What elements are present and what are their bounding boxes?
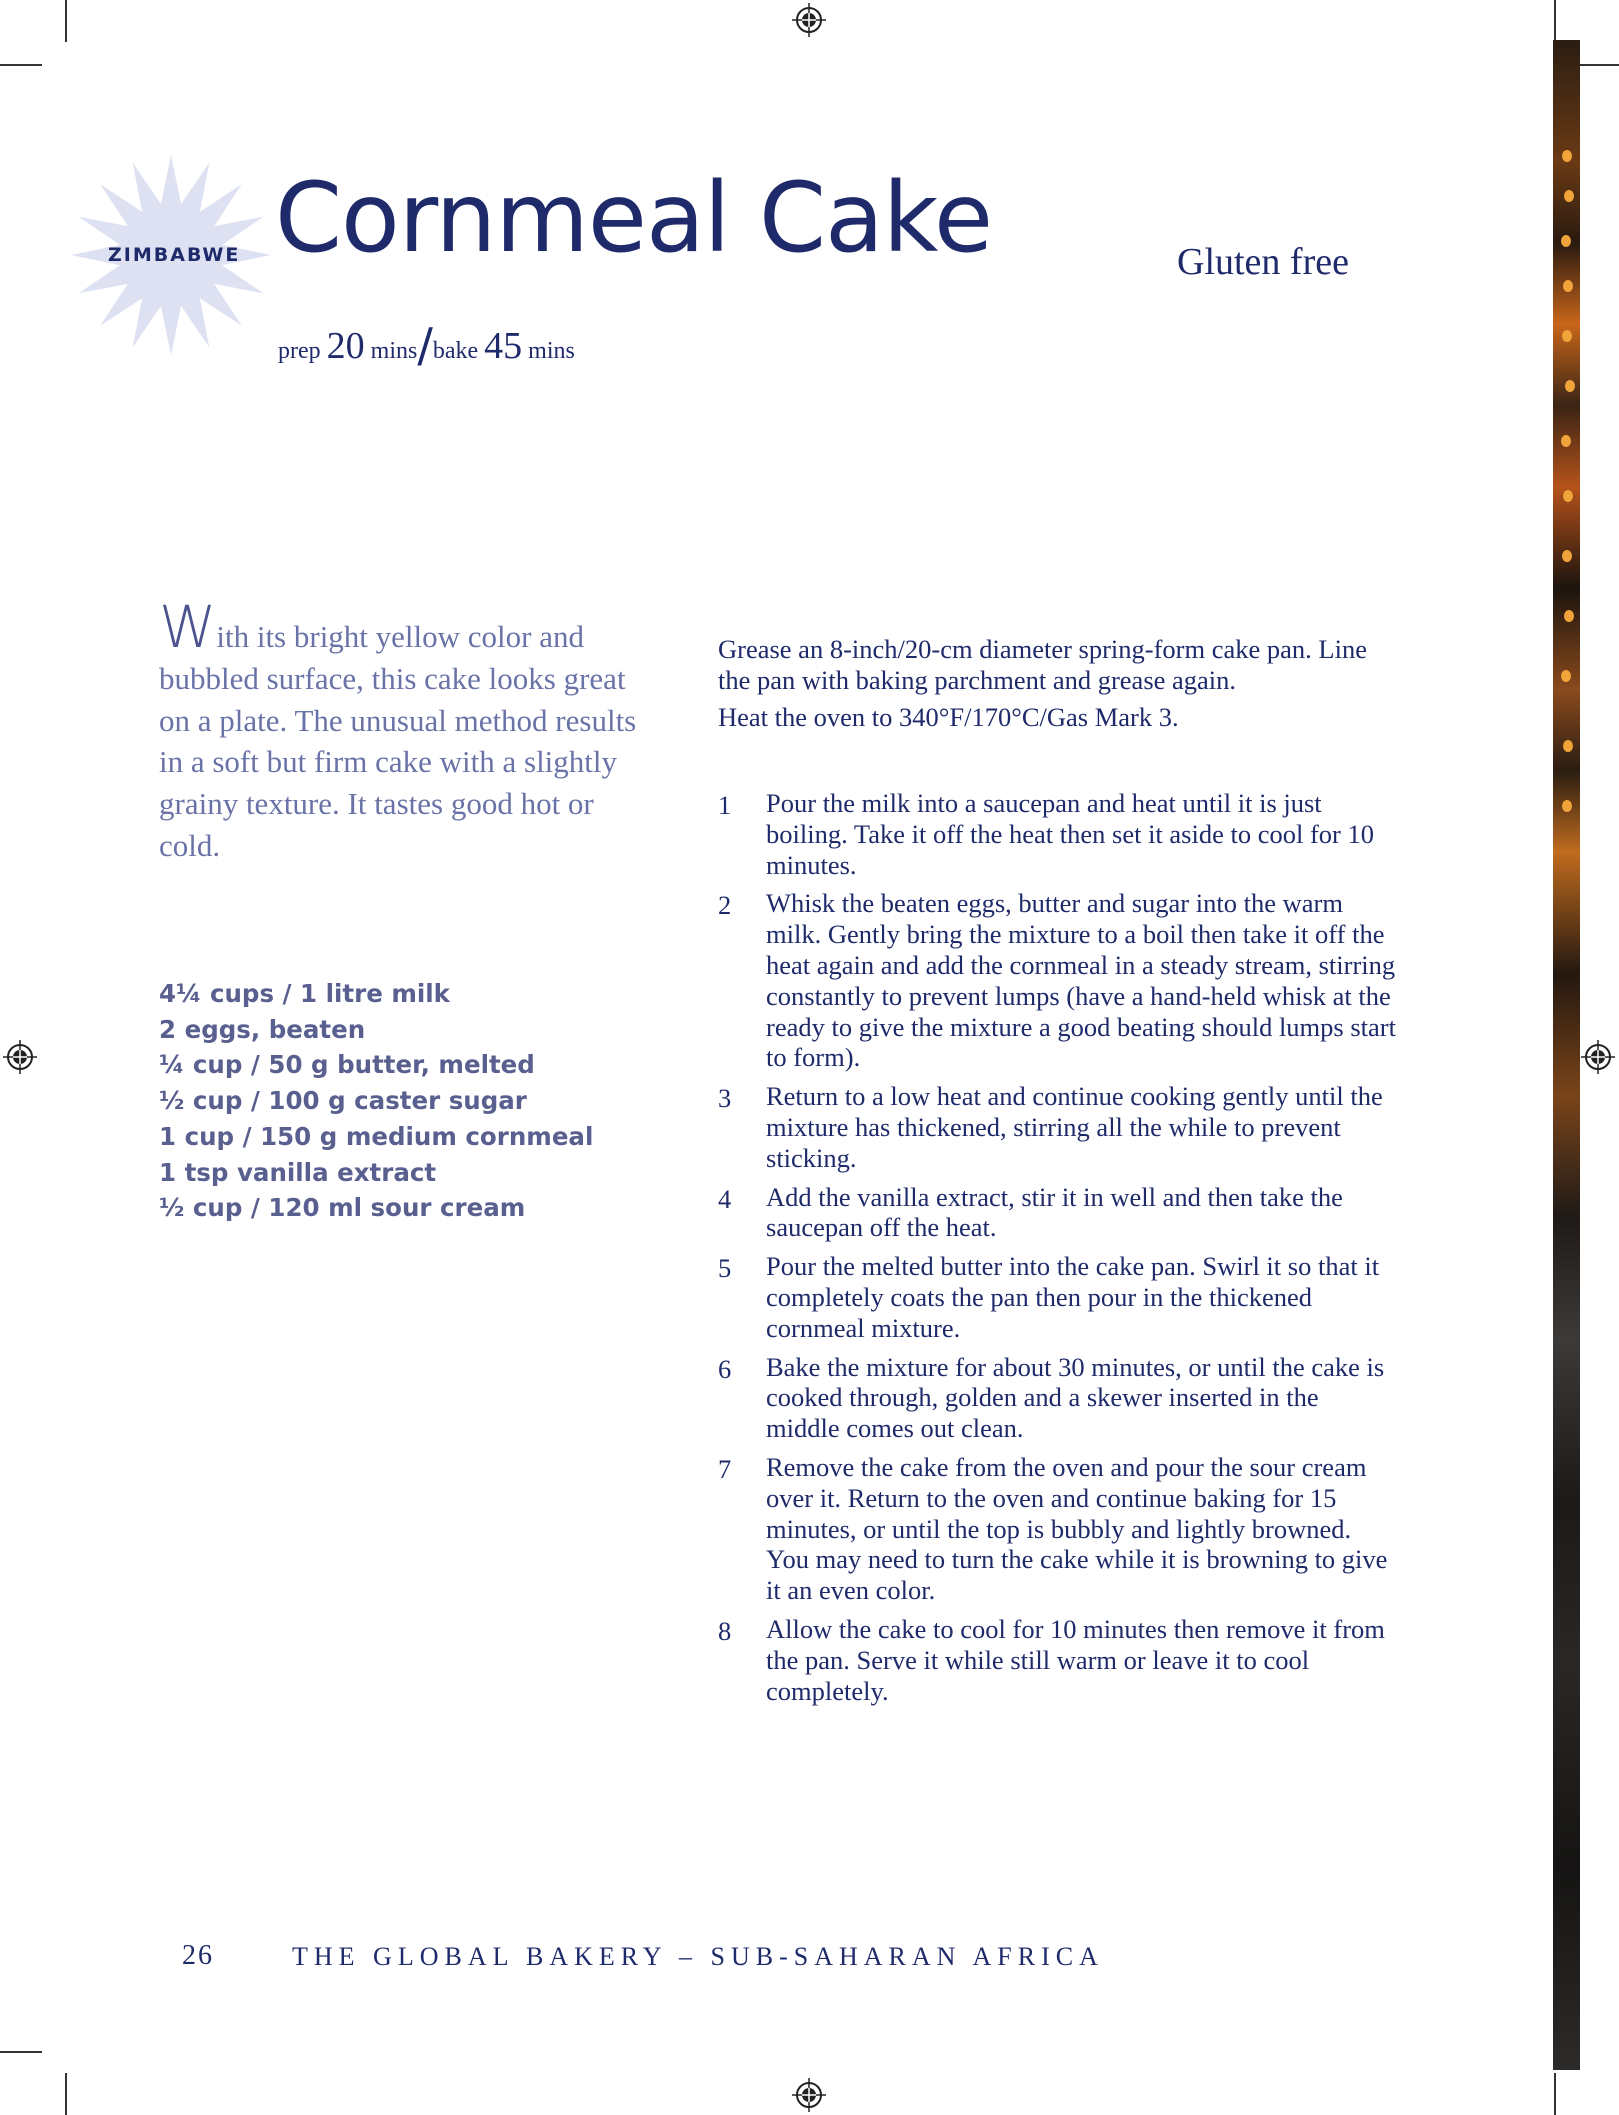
strip-dot bbox=[1565, 380, 1575, 392]
timing-line bbox=[278, 318, 575, 372]
decorative-photo-strip bbox=[1553, 40, 1580, 2070]
method-steps bbox=[718, 788, 1398, 1714]
prep-unit: mins bbox=[370, 338, 418, 364]
method-step bbox=[718, 788, 1398, 880]
bake-unit: mins bbox=[528, 338, 575, 364]
timing-separator: / bbox=[417, 318, 433, 372]
step-number: 4 bbox=[718, 1183, 732, 1214]
step-number: 7 bbox=[718, 1453, 732, 1484]
strip-dot bbox=[1562, 330, 1572, 342]
strip-dot bbox=[1563, 740, 1573, 752]
prep-label: prep bbox=[278, 338, 321, 364]
step-number: 2 bbox=[718, 890, 732, 921]
step-number: 6 bbox=[718, 1353, 732, 1384]
registration-mark-top-icon bbox=[792, 3, 826, 37]
step-number: 5 bbox=[718, 1253, 732, 1284]
crop-mark-bottom-left-vertical bbox=[65, 2073, 67, 2115]
registration-mark-left-icon bbox=[3, 1040, 37, 1074]
method-preparation bbox=[718, 634, 1398, 733]
strip-dot bbox=[1563, 490, 1573, 502]
method-step bbox=[718, 1352, 1398, 1444]
step-number: 8 bbox=[718, 1615, 732, 1646]
country-label: ZIMBABWE bbox=[108, 244, 241, 266]
strip-dot bbox=[1561, 670, 1571, 682]
method-step bbox=[718, 888, 1398, 1073]
method-step bbox=[718, 1614, 1398, 1706]
preparation-oven: Heat the oven to 340°F/170°C/Gas Mark 3. bbox=[718, 702, 1179, 732]
crop-mark-bottom-right-vertical bbox=[1554, 2073, 1556, 2115]
method-step bbox=[718, 1081, 1398, 1173]
ingredient-item: ½ cup / 100 g caster sugar bbox=[159, 1086, 527, 1116]
method-step bbox=[718, 1251, 1398, 1343]
strip-dot bbox=[1561, 435, 1571, 447]
preparation-pan: Grease an 8-inch/20-cm diameter spring-form cake pan. Line the pan with baking parchment and grease again. bbox=[718, 634, 1367, 695]
step-text: Add the vanilla extract, stir it in well and then take the saucepan off the heat. bbox=[766, 1181, 1343, 1243]
strip-dot bbox=[1562, 800, 1572, 812]
step-text: Pour the melted butter into the cake pan. Swirl it so that it completely coats the pan then pour in the thickened cornmeal mixture. bbox=[766, 1251, 1380, 1343]
ingredient-item: 1 cup / 150 g medium cornmeal bbox=[159, 1121, 594, 1151]
crop-mark-bottom-left-horizontal bbox=[0, 2051, 42, 2053]
registration-mark-bottom-icon bbox=[792, 2078, 826, 2112]
crop-mark-top-left-horizontal bbox=[0, 64, 42, 66]
method-step bbox=[718, 1182, 1398, 1244]
intro-paragraph bbox=[159, 593, 639, 867]
ingredient-item: ¼ cup / 50 g butter, melted bbox=[159, 1050, 535, 1080]
bake-value: 45 bbox=[484, 325, 523, 367]
running-title: THE GLOBAL BAKERY – SUB-SAHARAN AFRICA bbox=[292, 1942, 1104, 1971]
step-text: Allow the cake to cool for 10 minutes then remove it from the pan. Serve it while still warm or leave it to cool completely. bbox=[766, 1613, 1385, 1706]
step-number: 3 bbox=[718, 1083, 732, 1114]
ingredient-item: 2 eggs, beaten bbox=[159, 1014, 366, 1044]
strip-dot bbox=[1564, 190, 1574, 202]
bake-label: bake bbox=[432, 338, 479, 364]
page-number: 26 bbox=[182, 1940, 214, 1971]
step-text: Whisk the beaten eggs, butter and sugar into the warm milk. Gently bring the mixture to a boil then take it off the heat again and add the cornmeal in a steady stream, stirring constantly to prevent lumps (have a hand-held whisk at the ready to give the mixture a good beating should lumps start to form). bbox=[766, 888, 1396, 1073]
recipe-title: Cornmeal Cake bbox=[275, 162, 993, 274]
strip-dot bbox=[1563, 280, 1573, 292]
dietary-label: Gluten free bbox=[1177, 241, 1349, 283]
ingredient-item: 1 tsp vanilla extract bbox=[159, 1157, 437, 1187]
drop-cap: W bbox=[159, 593, 217, 661]
prep-value: 20 bbox=[326, 325, 365, 367]
step-text: Pour the milk into a saucepan and heat until it is just boiling. Take it off the heat then set it aside to cool for 10 minutes. bbox=[766, 788, 1374, 880]
crop-mark-top-right-horizontal bbox=[1578, 64, 1619, 66]
step-text: Return to a low heat and continue cooking gently until the mixture has thickened, stirring all the while to prevent sticking. bbox=[766, 1081, 1383, 1173]
strip-dot bbox=[1562, 150, 1572, 162]
strip-dot bbox=[1562, 550, 1572, 562]
ingredients-list bbox=[159, 976, 593, 1226]
step-text: Remove the cake from the oven and pour the sour cream over it. Return to the oven and continue baking for 15 minutes, or until the top is bubbly and lightly browned. You may need to turn the cake while it is browning to give it an even color. bbox=[766, 1451, 1388, 1606]
method-step bbox=[718, 1452, 1398, 1606]
step-text: Bake the mixture for about 30 minutes, or until the cake is cooked through, golden and a skewer inserted in the middle comes out clean. bbox=[766, 1351, 1385, 1444]
step-number: 1 bbox=[718, 790, 732, 820]
ingredient-item: ½ cup / 120 ml sour cream bbox=[159, 1193, 526, 1223]
strip-dot bbox=[1564, 610, 1574, 622]
crop-mark-top-right-vertical bbox=[1554, 0, 1556, 42]
ingredient-item: 4¼ cups / 1 litre milk bbox=[159, 979, 450, 1008]
registration-mark-right-icon bbox=[1581, 1040, 1615, 1074]
strip-dot bbox=[1561, 235, 1571, 247]
intro-text: ith its bright yellow color and bubbled surface, this cake looks great on a plate. The unusual method results in a soft but firm cake with a slightly grainy texture. It tastes good hot or cold. bbox=[159, 619, 637, 863]
crop-mark-top-left-vertical bbox=[65, 0, 67, 42]
